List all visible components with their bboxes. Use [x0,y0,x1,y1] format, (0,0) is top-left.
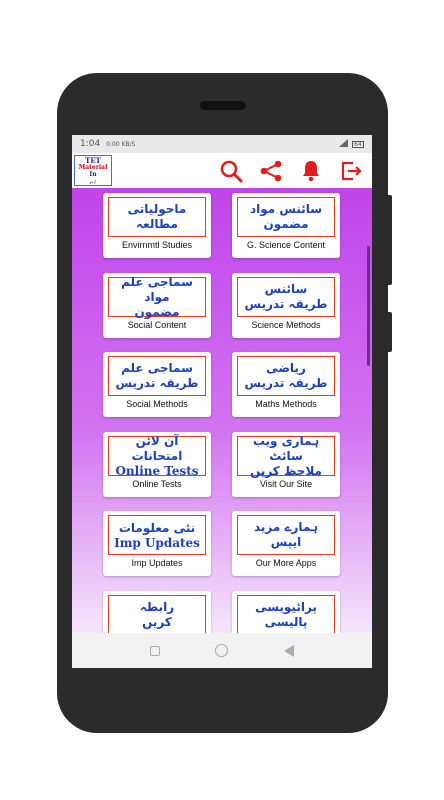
system-nav-bar [72,633,372,668]
card-social-methods[interactable] [103,352,211,417]
card-title: نئی معلومات [118,520,196,535]
card-online-tests[interactable] [103,432,211,497]
card-imp-updates[interactable] [103,511,211,576]
card-caption: Imp Updates [131,558,183,568]
card-title: سائنس مواد مضمون [249,202,323,231]
card-caption: Maths Methods [255,399,317,409]
card-title: ہماری ویب سائٹ ملاحظ کریں [250,433,322,478]
card-title: ہمارے مزید ایپس [253,520,319,549]
card-social-content[interactable] [103,273,211,338]
card-caption: G. Science Content [246,240,326,250]
signal-icon [339,139,348,150]
card-science-methods[interactable] [232,273,340,338]
battery-icon: 64 [352,141,364,148]
logo-line2: Material [78,163,108,171]
card-science-content[interactable] [232,193,340,258]
power-button [386,312,392,352]
card-contact-us[interactable] [103,591,211,633]
logo-line1: TET [85,155,101,165]
app-logo [74,155,112,186]
search-icon[interactable] [218,158,244,184]
card-caption: Our More Apps [255,558,317,568]
card-caption: Social Methods [126,399,188,409]
card-title: پرائیویسی پالیسی [255,600,317,629]
card-environmental-studies[interactable] [103,193,211,258]
scrollbar[interactable] [367,246,370,366]
back-button[interactable] [284,645,294,657]
card-title: آن لائن امتحانات [131,434,183,463]
card-caption: Envirnmtl Studies [121,240,193,250]
menu-grid [72,188,372,633]
app-bar [72,153,372,188]
card-visit-our-site[interactable] [232,432,340,497]
card-title-english: Imp Updates [114,535,200,550]
card-title: سائنس طریقہ تدریس [244,282,328,311]
card-title: ریاضی طریقہ تدریس [244,361,328,390]
card-caption: Social Content [127,320,187,330]
card-title: ماحولیاتی مطالعہ [127,202,187,231]
card-title: سماجی علم طریقہ تدریس [115,361,199,390]
card-maths-methods[interactable] [232,352,340,417]
card-caption: Science Methods [251,320,321,330]
home-button[interactable] [215,644,228,657]
card-privacy-policy[interactable] [232,591,340,633]
logo-line3: In [89,170,97,178]
status-bar [72,135,372,153]
card-caption: Online Tests [132,479,182,489]
logo-line4: اردو [89,178,97,184]
exit-icon[interactable] [338,158,364,184]
phone-screen [72,135,372,668]
card-our-more-apps[interactable] [232,511,340,576]
recents-button[interactable] [150,646,160,656]
card-caption: Visit Our Site [259,479,313,489]
volume-button [386,195,392,285]
status-time: 1:04 [80,139,101,149]
card-title: سماجی علم مواد مضمون [121,274,193,319]
card-title: رابطہ کریں [139,600,175,629]
phone-speaker [200,101,246,110]
card-title-english: Online Tests [115,464,199,478]
network-speed: 0.00 KB/S [106,140,136,148]
share-icon[interactable] [258,158,284,184]
notification-bell-icon[interactable] [298,158,324,184]
